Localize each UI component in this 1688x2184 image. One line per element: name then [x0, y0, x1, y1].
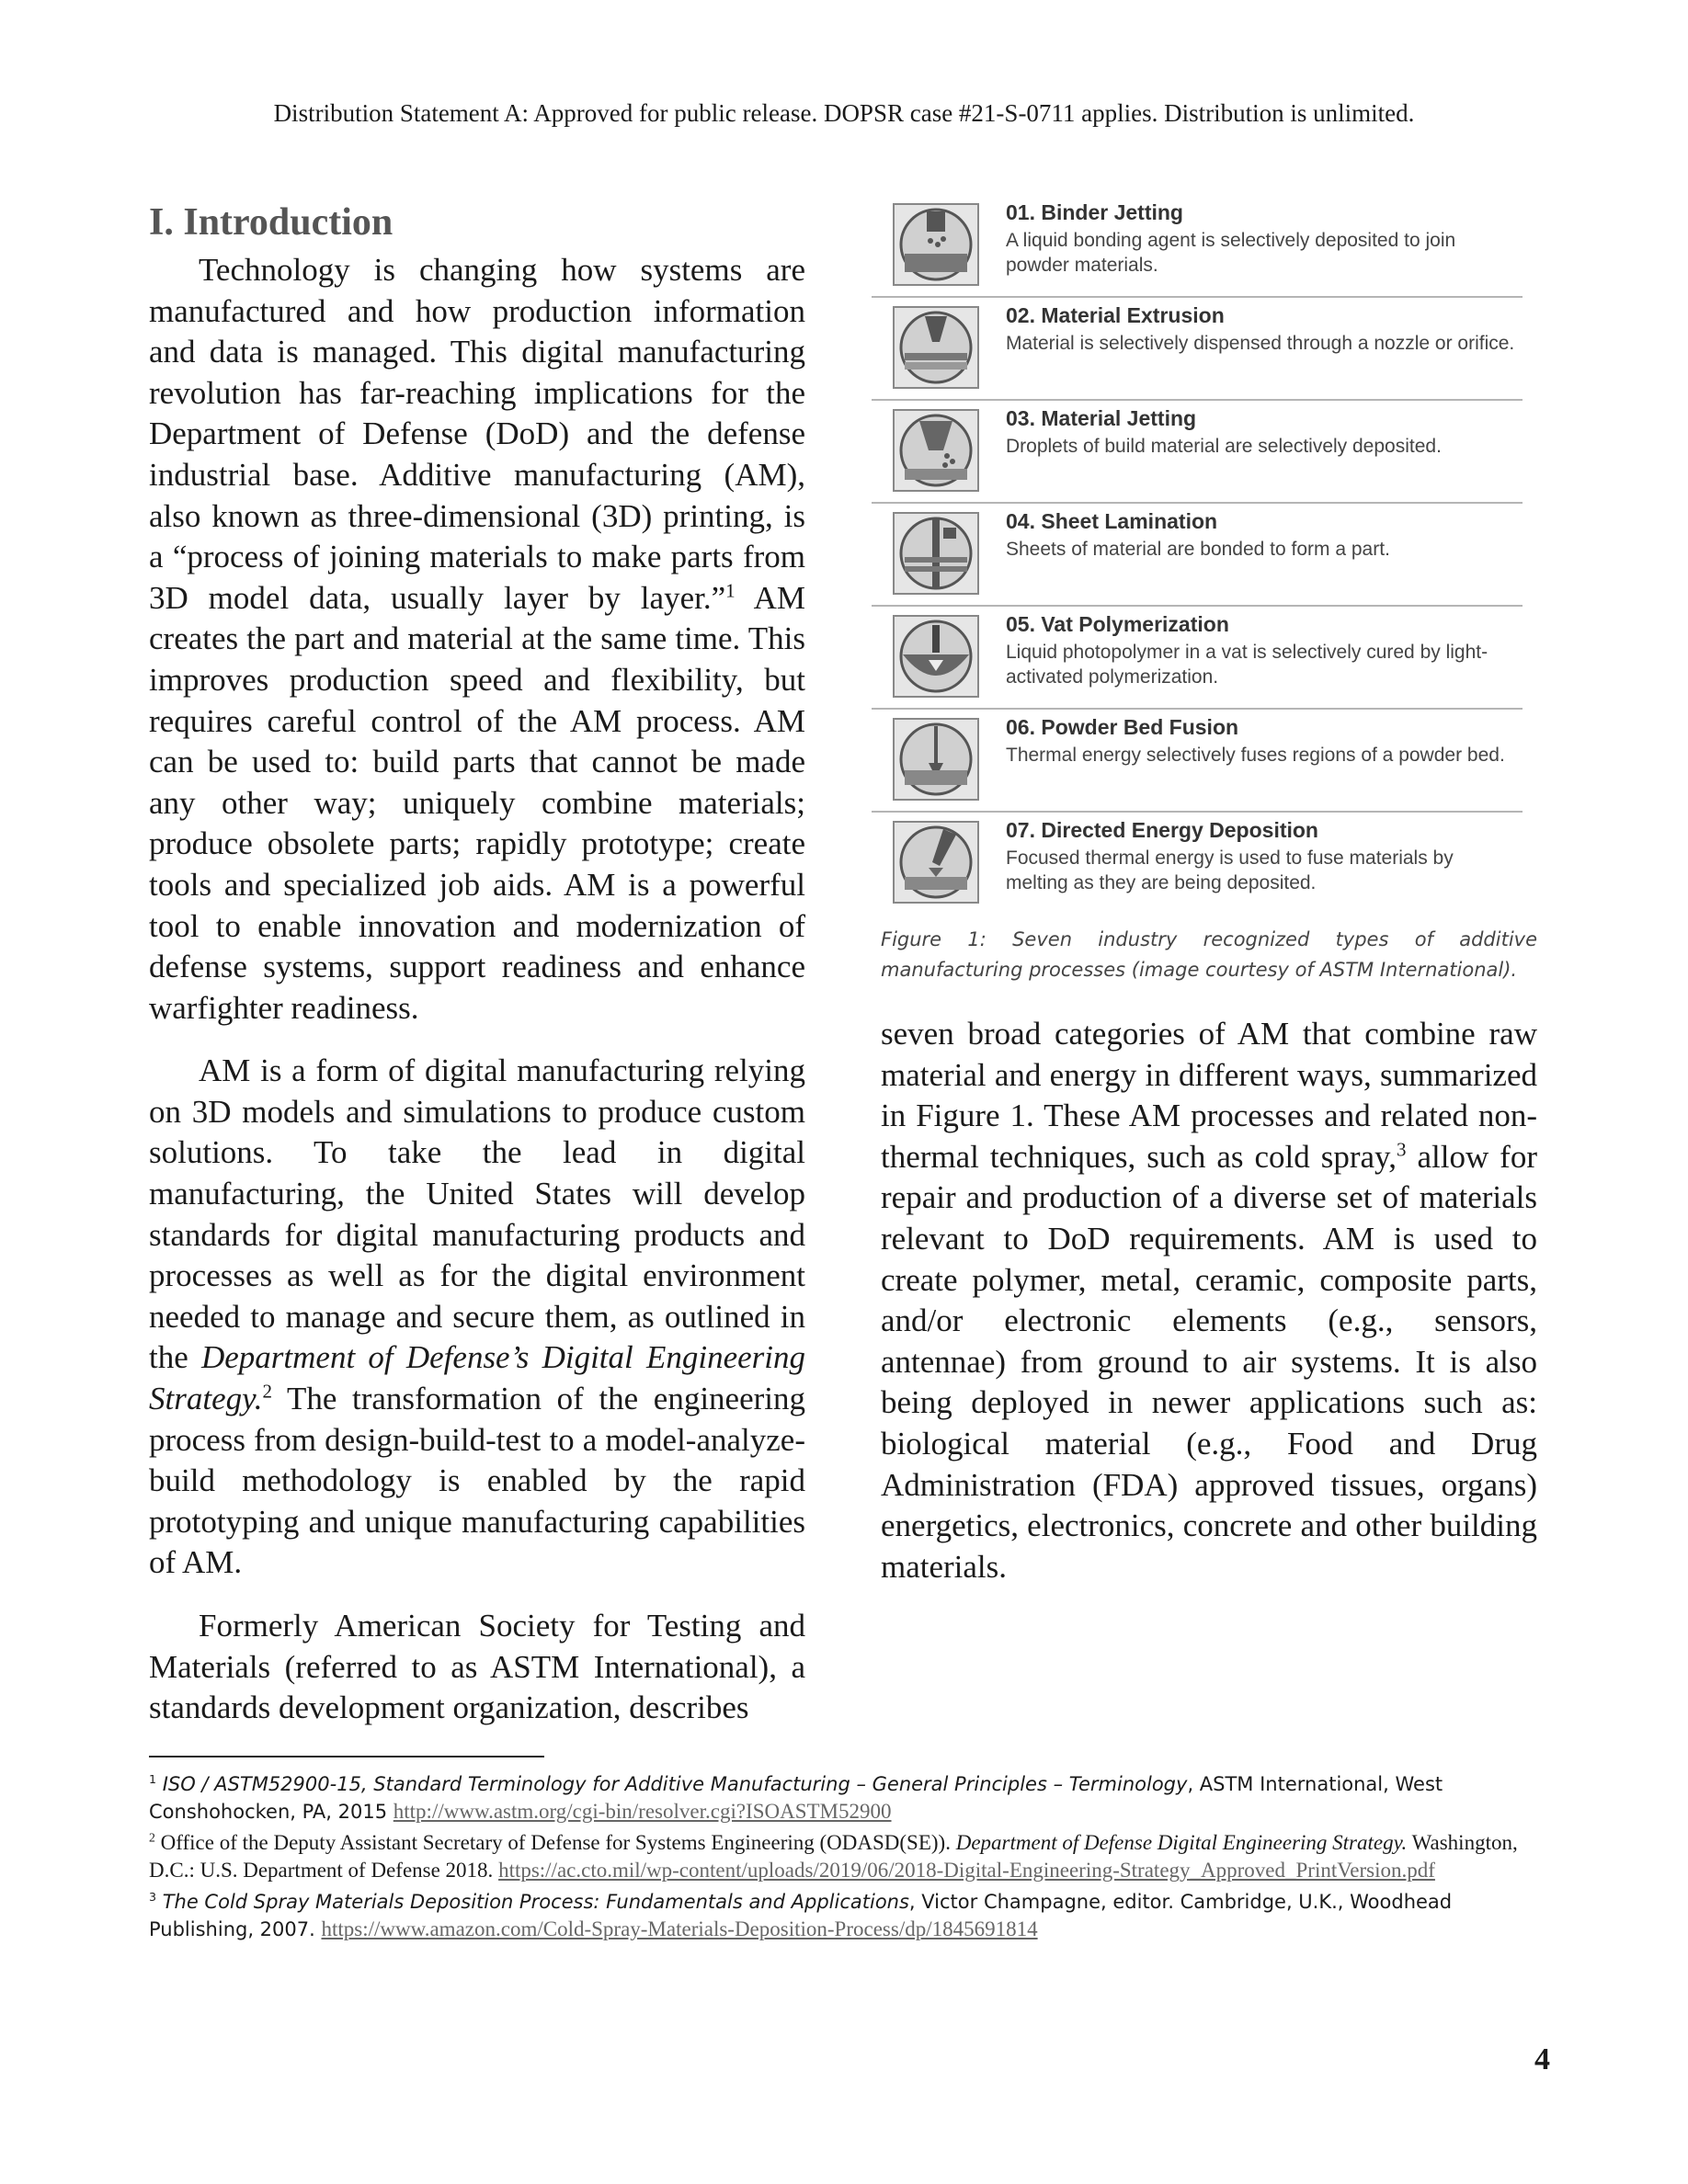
paragraph-1: Technology is changing how systems are manufactured and how production information and data is managed. This digital manufacturing revolution has far-reaching implications for the Department of Defense (DoD) and the defense industrial base. Additive manufacturing (AM), also known as three-dimensional (3D) printing, is a “process of joining materials to make parts from 3D model data, usually layer by layer.”$^1$ AM creates the part and material at the same time. This improves production speed and flexibility, but requires careful control of the AM process. AM can be used to: build parts that cannot be made any other way; uniquely combine materials; produce obsolete parts; rapidly prototype; create tools and specialized job aids. AM is a powerful tool to enable innovation and modernization of defense systems, support readiness and enhance warfighter readiness.: [149, 252, 805, 1026]
paragraph-2: AM is a form of digital manufacturing relying on 3D models and simulations to produce custom solutions. To take the lead in digital manufacturing, the United States will develop standards for digital manufacturing products and processes as well as for the digital environment needed to manage and secure them, as outlined in the Department of Defense’s Digital Engineering Strategy.$^2$ The transformation of the engineering process from design-build-test to a model-analyze-build methodology is enabled by the rapid prototyping and unique manufacturing capabilities of AM.: [149, 1052, 806, 1581]
footnote-separator: [149, 1756, 544, 1757]
figure-caption: Figure 1: Seven industry recognized types of additive manufacturing processes (image courtesy of ASTM International).: [881, 928, 1537, 981]
powder-bed-fusion-icon: [892, 717, 980, 802]
footnotes: [149, 1770, 1537, 1947]
vat-polymerization-icon: [892, 614, 980, 699]
process-title: 04. Sheet Lamination: [1006, 509, 1218, 533]
footnote-1: $^1$ ISO / ASTM52900-15, Standard Terminology for Additive Manufacturing – General Principles – Terminology, ASTM International, West Conshohocken, PA, 2015 http://www.astm.org/cgi-bin/resolver.cgi?ISOASTM52900: [149, 1772, 1443, 1823]
distribution-statement: Distribution Statement A: Approved for public release. DOPSR case #21-S-0711 applies. Distribution is unlimited.: [273, 99, 1415, 127]
footnote-2-link[interactable]: https://ac.cto.mil/wp-content/uploads/2019/06/2018-Digital-Engineering-Strategy_Approved_PrintVersion.pdf: [498, 1859, 1435, 1882]
process-description: Liquid photopolymer in a vat is selectively cured by light-activated polymerization.: [1006, 642, 1488, 688]
process-row: [872, 607, 1523, 710]
footnote-3-link[interactable]: https://www.amazon.com/Cold-Spray-Materials-Deposition-Process/dp/1845691814: [321, 1917, 1038, 1940]
process-row: [872, 710, 1523, 813]
footnote-1-link[interactable]: http://www.astm.org/cgi-bin/resolver.cgi?ISOASTM52900: [393, 1800, 892, 1823]
process-title: 03. Material Jetting: [1006, 406, 1197, 430]
directed-energy-deposition-icon: [892, 820, 980, 904]
am-process-figure: [872, 195, 1523, 914]
process-row: [872, 504, 1523, 607]
section-title: I. Introduction: [149, 201, 393, 244]
process-description: Thermal energy selectively fuses regions of a powder bed.: [1006, 745, 1505, 766]
process-row: [872, 813, 1523, 914]
footnote-ref-2[interactable]: 2: [262, 1380, 272, 1403]
process-description: A liquid bonding agent is selectively deposited to join powder materials.: [1006, 230, 1456, 276]
footnote-2: $^2$ Office of the Deputy Assistant Secretary of Defense for Systems Engineering (ODASD(SE)). Department of Defense Digital Engineering Strategy. Washington, D.C.: U.S. Department of Defense 2018. https://ac.cto.mil/wp-content/uploads/2019/06/2018-Digital-Engineering-Strategy_Approved_PrintVersion.pdf: [149, 1830, 1518, 1882]
footnote-ref-3[interactable]: 3: [1397, 1138, 1407, 1161]
paragraph-3: Formerly American Society for Testing and Materials (referred to as ASTM International), a standards development organization, describes: [149, 1608, 805, 1726]
process-title: 07. Directed Energy Deposition: [1006, 818, 1318, 842]
footnote-3: $^3$ The Cold Spray Materials Deposition Process: Fundamentals and Applications, Victor Champagne, editor. Cambridge, U.K., Woodhead Publishing, 2007. https://www.amazon.com/Cold-Spray-Materials-Deposition-Process/dp/1845691814: [149, 1890, 1453, 1940]
process-description: Material is selectively dispensed through a nozzle or orifice.: [1006, 333, 1515, 354]
binder-jetting-icon: [892, 202, 980, 287]
material-jetting-icon: [892, 408, 980, 493]
process-description: Focused thermal energy is used to fuse materials by melting as they are being deposited.: [1006, 847, 1454, 893]
process-title: 06. Powder Bed Fusion: [1006, 715, 1239, 739]
process-row: [872, 195, 1523, 298]
process-description: Sheets of material are bonded to form a part.: [1006, 539, 1390, 560]
process-title: 05. Vat Polymerization: [1006, 612, 1229, 636]
process-title: 01. Binder Jetting: [1006, 200, 1183, 224]
page-number: 4: [1534, 2042, 1550, 2076]
paragraph-3-continued: seven broad categories of AM that combine raw material and energy in different ways, summarized in Figure 1. These AM processes and related non-thermal techniques, such as cold spray,$^3$ allow for repair and production of a diverse set of materials relevant to DoD requirements. AM is used to create polymer, metal, ceramic, composite parts, and/or electronic elements (e.g., sensors, antennae) from ground to air systems. It is also being deployed in newer applications such as: biological material (e.g., Food and Drug Administration (FDA) approved tissues, organs) energetics, electronics, concrete and other building materials.: [881, 1016, 1537, 1585]
left-column: [149, 197, 805, 1729]
process-row: [872, 401, 1523, 504]
right-column: [881, 1014, 1537, 1587]
material-extrusion-icon: [892, 305, 980, 390]
sheet-lamination-icon: [892, 511, 980, 596]
process-description: Droplets of build material are selectively deposited.: [1006, 436, 1442, 457]
process-row: [872, 298, 1523, 401]
process-title: 02. Material Extrusion: [1006, 303, 1225, 327]
footnote-ref-1[interactable]: 1: [725, 579, 736, 602]
